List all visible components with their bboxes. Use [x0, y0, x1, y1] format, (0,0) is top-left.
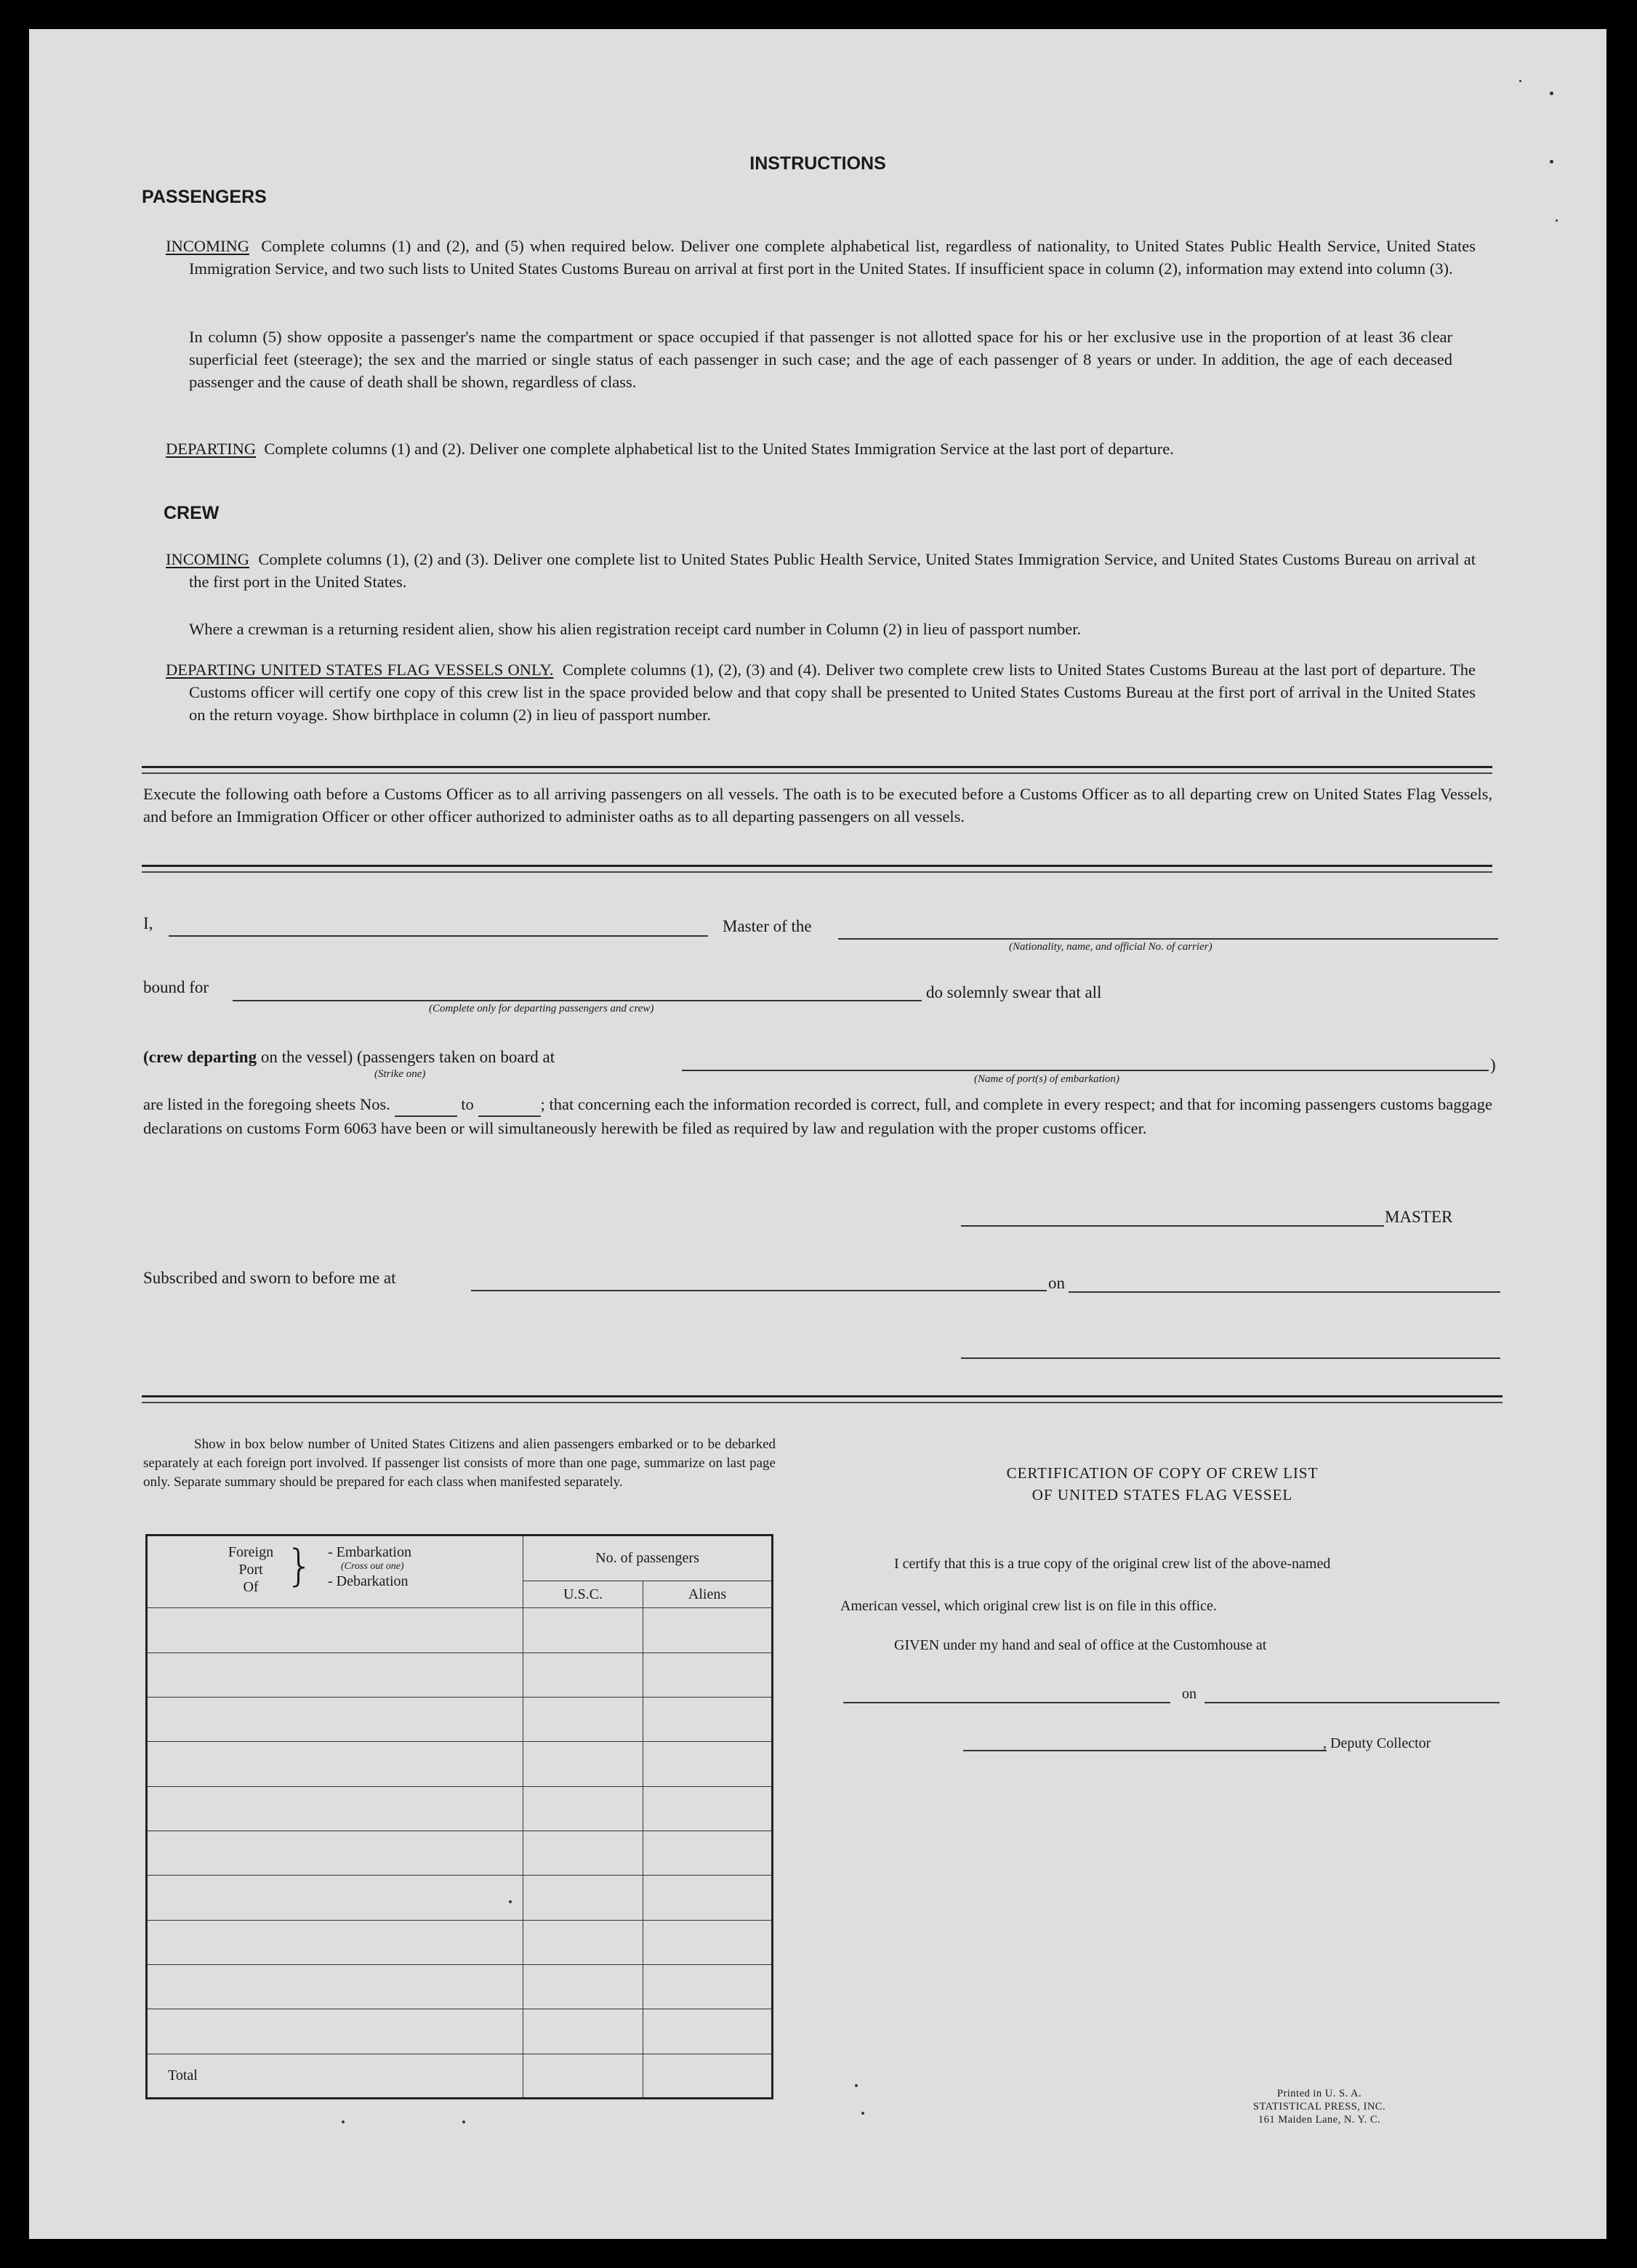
- crew-incoming-label: INCOMING: [166, 550, 249, 568]
- master-signature-field[interactable]: [961, 1225, 1384, 1227]
- foreign-port-of-label: [220, 1543, 281, 1596]
- usc-header: U.S.C.: [523, 1581, 643, 1608]
- embarkation-label[interactable]: - Embarkation: [328, 1544, 411, 1560]
- usc-cell[interactable]: [523, 2009, 643, 2054]
- aliens-cell[interactable]: [643, 1697, 773, 1741]
- passengers-incoming-label: INCOMING: [166, 237, 249, 255]
- aliens-cell[interactable]: [643, 1652, 773, 1697]
- table-row: [147, 1608, 773, 1652]
- listed-suffix: ; that concerning each the information recorded is correct, full, and complete in every respect; and that for incoming passengers customs baggage declarations on customs Form 6063 have been or will simultaneously herewith be filed as required by law and regulation with the proper customs officer.: [143, 1095, 1493, 1137]
- close-paren: ): [1490, 1056, 1496, 1074]
- aliens-cell[interactable]: [643, 1920, 773, 1964]
- crew-departing: [166, 658, 1476, 726]
- brace-icon: }: [286, 1541, 314, 1591]
- total-label: Total: [147, 2054, 523, 2098]
- of-label: Of: [243, 1579, 259, 1595]
- crew-incoming-text: Complete columns (1), (2) and (3). Deliver one complete list to United States Public Health Service, United States Immigration Service, and United States Customs Bureau on arrival at the first port in the United States.: [189, 550, 1476, 591]
- deputy-signature-field[interactable]: [963, 1750, 1327, 1751]
- port-header-cell: [147, 1535, 523, 1608]
- scan-speck: [1550, 160, 1553, 164]
- port-cell[interactable]: [147, 1786, 523, 1831]
- usc-total-cell[interactable]: [523, 2054, 643, 2098]
- scan-speck: [342, 2120, 345, 2123]
- divider: [142, 865, 1492, 873]
- port-cell[interactable]: [147, 1876, 523, 1920]
- port-cell[interactable]: [147, 1831, 523, 1875]
- passengers-incoming: [166, 235, 1476, 280]
- certification-date-field[interactable]: [1204, 1702, 1500, 1703]
- master-signature-label: MASTER: [1385, 1208, 1453, 1226]
- debarkation-label[interactable]: - Debarkation: [328, 1573, 409, 1589]
- swear-label: do solemnly swear that all: [926, 983, 1102, 1001]
- bound-for-field[interactable]: [233, 1000, 922, 1001]
- subscribed-place-field[interactable]: [471, 1290, 1047, 1291]
- passenger-summary-table: [145, 1534, 773, 2099]
- table-row: [147, 1964, 773, 2009]
- sheets-from-field[interactable]: [395, 1093, 457, 1117]
- crew-resident-alien: Where a crewman is a returning resident alien, show his alien registration receipt card number in Column (2) in lieu of passport number.: [189, 620, 1082, 638]
- aliens-cell[interactable]: [643, 1786, 773, 1831]
- aliens-cell[interactable]: [643, 1742, 773, 1786]
- aliens-total-cell[interactable]: [643, 2054, 773, 2098]
- no-passengers-header: No. of passengers: [523, 1535, 773, 1581]
- customhouse-field[interactable]: [843, 1702, 1170, 1703]
- to-word: to: [461, 1095, 474, 1113]
- certify-line1: I certify that this is a true copy of the original crew list of the above-named: [894, 1556, 1331, 1572]
- certification-title-line1: CERTIFICATION OF COPY OF CREW LIST: [1006, 1464, 1319, 1482]
- port-cell[interactable]: [147, 1742, 523, 1786]
- divider: [142, 1395, 1503, 1403]
- listed-paragraph: [143, 1093, 1492, 1139]
- passengers-heading: PASSENGERS: [142, 187, 267, 207]
- aliens-cell[interactable]: [643, 1876, 773, 1920]
- oath-i-label: I,: [143, 914, 153, 932]
- crew-passengers-line: [143, 1048, 555, 1067]
- port-label: Port: [238, 1562, 263, 1578]
- scan-speck: [861, 2112, 864, 2115]
- usc-cell[interactable]: [523, 1964, 643, 2009]
- document-page: [29, 29, 1606, 2239]
- passengers-column5: In column (5) show opposite a passenger's name the compartment or space occupied if that passenger is not allotted space for his or her exclusive use in the proportion of at least 36 clear superficial feet (steerage); the sex and the married or single status of each passenger in such case; and the age of each passenger of 8 years or under. In addition, the age of each deceased passenger and the cause of death shall be shown, regardless of class.: [189, 328, 1452, 391]
- on-the-vessel: on the vessel): [260, 1048, 353, 1066]
- aliens-cell[interactable]: [643, 1964, 773, 2009]
- aliens-cell[interactable]: [643, 2009, 773, 2054]
- port-cell[interactable]: [147, 1697, 523, 1741]
- crew-departing-label: DEPARTING UNITED STATES FLAG VESSELS ONLY.: [166, 661, 554, 679]
- passengers-departing-text: Complete columns (1) and (2). Deliver one complete alphabetical list to the United States Immigration Service at the last port of departure.: [264, 440, 1174, 458]
- aliens-header: Aliens: [643, 1581, 773, 1608]
- subscribed-label: Subscribed and sworn to before me at: [143, 1269, 396, 1287]
- oath-instruction: Execute the following oath before a Customs Officer as to all arriving passengers on all vessels. The oath is to be executed before a Customs Officer as to all departing crew on United States Flag Vessels, and before an Immigration Officer or other officer authorized to administer oaths as to all departing passengers on all vessels.: [143, 785, 1492, 826]
- strike-caption: (Strike one): [374, 1068, 426, 1080]
- port-cell[interactable]: [147, 1920, 523, 1964]
- printer-imprint: [1228, 2087, 1410, 2126]
- listed-prefix: are listed in the foregoing sheets Nos.: [143, 1095, 390, 1113]
- printer-line2: STATISTICAL PRESS, INC.: [1252, 2101, 1386, 2112]
- crew-departing-text: Complete columns (1), (2), (3) and (4). Deliver two complete crew lists to United States Customs Bureau at the last port of departure. The Customs officer will certify one copy of this crew list in the space provided below and that copy shall be presented to United States Customs Bureau at the first port of arrival in the United States on the return voyage. Show birthplace in column (2) in lieu of passport number.: [189, 661, 1476, 724]
- carrier-caption: (Nationality, name, and official No. of carrier): [1009, 941, 1212, 953]
- deputy-collector-label: , Deputy Collector: [1323, 1735, 1431, 1751]
- foreign-label: Foreign: [228, 1544, 274, 1560]
- master-name-field[interactable]: [169, 935, 708, 937]
- usc-cell[interactable]: [523, 1697, 643, 1741]
- sheets-to-field[interactable]: [478, 1093, 541, 1117]
- passengers-taken-label: (passengers taken on board at: [357, 1048, 555, 1066]
- usc-cell[interactable]: [523, 1652, 643, 1697]
- port-cell[interactable]: [147, 1608, 523, 1652]
- table-row: [147, 1831, 773, 1875]
- scan-speck: [1556, 219, 1558, 222]
- certification-title: [865, 1462, 1460, 1506]
- bound-for-label: bound for: [143, 978, 209, 996]
- on-label: on: [1048, 1274, 1065, 1292]
- scan-speck: [1550, 92, 1553, 95]
- table-row: [147, 1876, 773, 1920]
- crew-departing-bold: (crew departing: [143, 1048, 257, 1066]
- table-row: [147, 1652, 773, 1697]
- port-cell[interactable]: [147, 2009, 523, 2054]
- port-field[interactable]: [682, 1070, 1489, 1071]
- usc-cell[interactable]: [523, 1831, 643, 1875]
- officer-signature-field[interactable]: [961, 1357, 1500, 1359]
- usc-cell[interactable]: [523, 1876, 643, 1920]
- usc-cell[interactable]: [523, 1786, 643, 1831]
- crew-heading: CREW: [164, 503, 220, 523]
- aliens-cell[interactable]: [643, 1831, 773, 1875]
- summary-instruction: Show in box below number of United States Citizens and alien passengers embarked or to be debarked separately at each foreign port involved. If passenger list consists of more than one page, summarize on last page only. Separate summary should be prepared for each class when manifested separately.: [143, 1437, 776, 1490]
- scan-speck: [462, 2120, 465, 2123]
- master-of-the-label: Master of the: [723, 917, 812, 935]
- usc-cell[interactable]: [523, 1742, 643, 1786]
- port-caption: (Name of port(s) of embarkation): [974, 1073, 1119, 1085]
- bound-for-caption: (Complete only for departing passengers and crew): [429, 1003, 654, 1014]
- subscribed-date-field[interactable]: [1069, 1291, 1500, 1293]
- printer-line1: Printed in U. S. A.: [1276, 2088, 1362, 2099]
- cross-out-note: (Cross out one): [341, 1561, 404, 1572]
- total-row: [147, 2054, 773, 2098]
- port-cell[interactable]: [147, 1964, 523, 2009]
- crew-incoming: [166, 548, 1476, 593]
- embark-debark-labels: [328, 1543, 411, 1590]
- certification-title-line2: OF UNITED STATES FLAG VESSEL: [1031, 1486, 1293, 1504]
- table-row: [147, 1742, 773, 1786]
- scan-speck: [1519, 80, 1521, 82]
- carrier-field[interactable]: [838, 938, 1498, 940]
- scan-speck: [855, 2084, 858, 2087]
- certify-line2: American vessel, which original crew list is on file in this office.: [840, 1598, 1217, 1614]
- given-line: GIVEN under my hand and seal of office at the Customhouse at: [894, 1637, 1267, 1653]
- page-title: INSTRUCTIONS: [749, 153, 886, 174]
- usc-cell[interactable]: [523, 1920, 643, 1964]
- passengers-incoming-text: Complete columns (1) and (2), and (5) when required below. Deliver one complete alphabetical list, regardless of nationality, to United States Public Health Service, United States Immigration Service, and two such lists to United States Customs Bureau on arrival at first port in the United States. If insufficient space in column (2), information may extend into column (3).: [189, 237, 1476, 278]
- printer-line3: 161 Maiden Lane, N. Y. C.: [1258, 2114, 1381, 2126]
- table-row: [147, 1920, 773, 1964]
- scan-speck: [509, 1900, 512, 1903]
- port-cell[interactable]: [147, 1652, 523, 1697]
- passengers-departing-label: DEPARTING: [166, 440, 257, 458]
- table-row: [147, 1697, 773, 1741]
- passengers-departing: [166, 437, 1476, 460]
- table-row: [147, 2009, 773, 2054]
- certification-on-label: on: [1182, 1686, 1196, 1702]
- aliens-cell[interactable]: [643, 1608, 773, 1652]
- divider: [142, 766, 1492, 774]
- table-row: [147, 1786, 773, 1831]
- usc-cell[interactable]: [523, 1608, 643, 1652]
